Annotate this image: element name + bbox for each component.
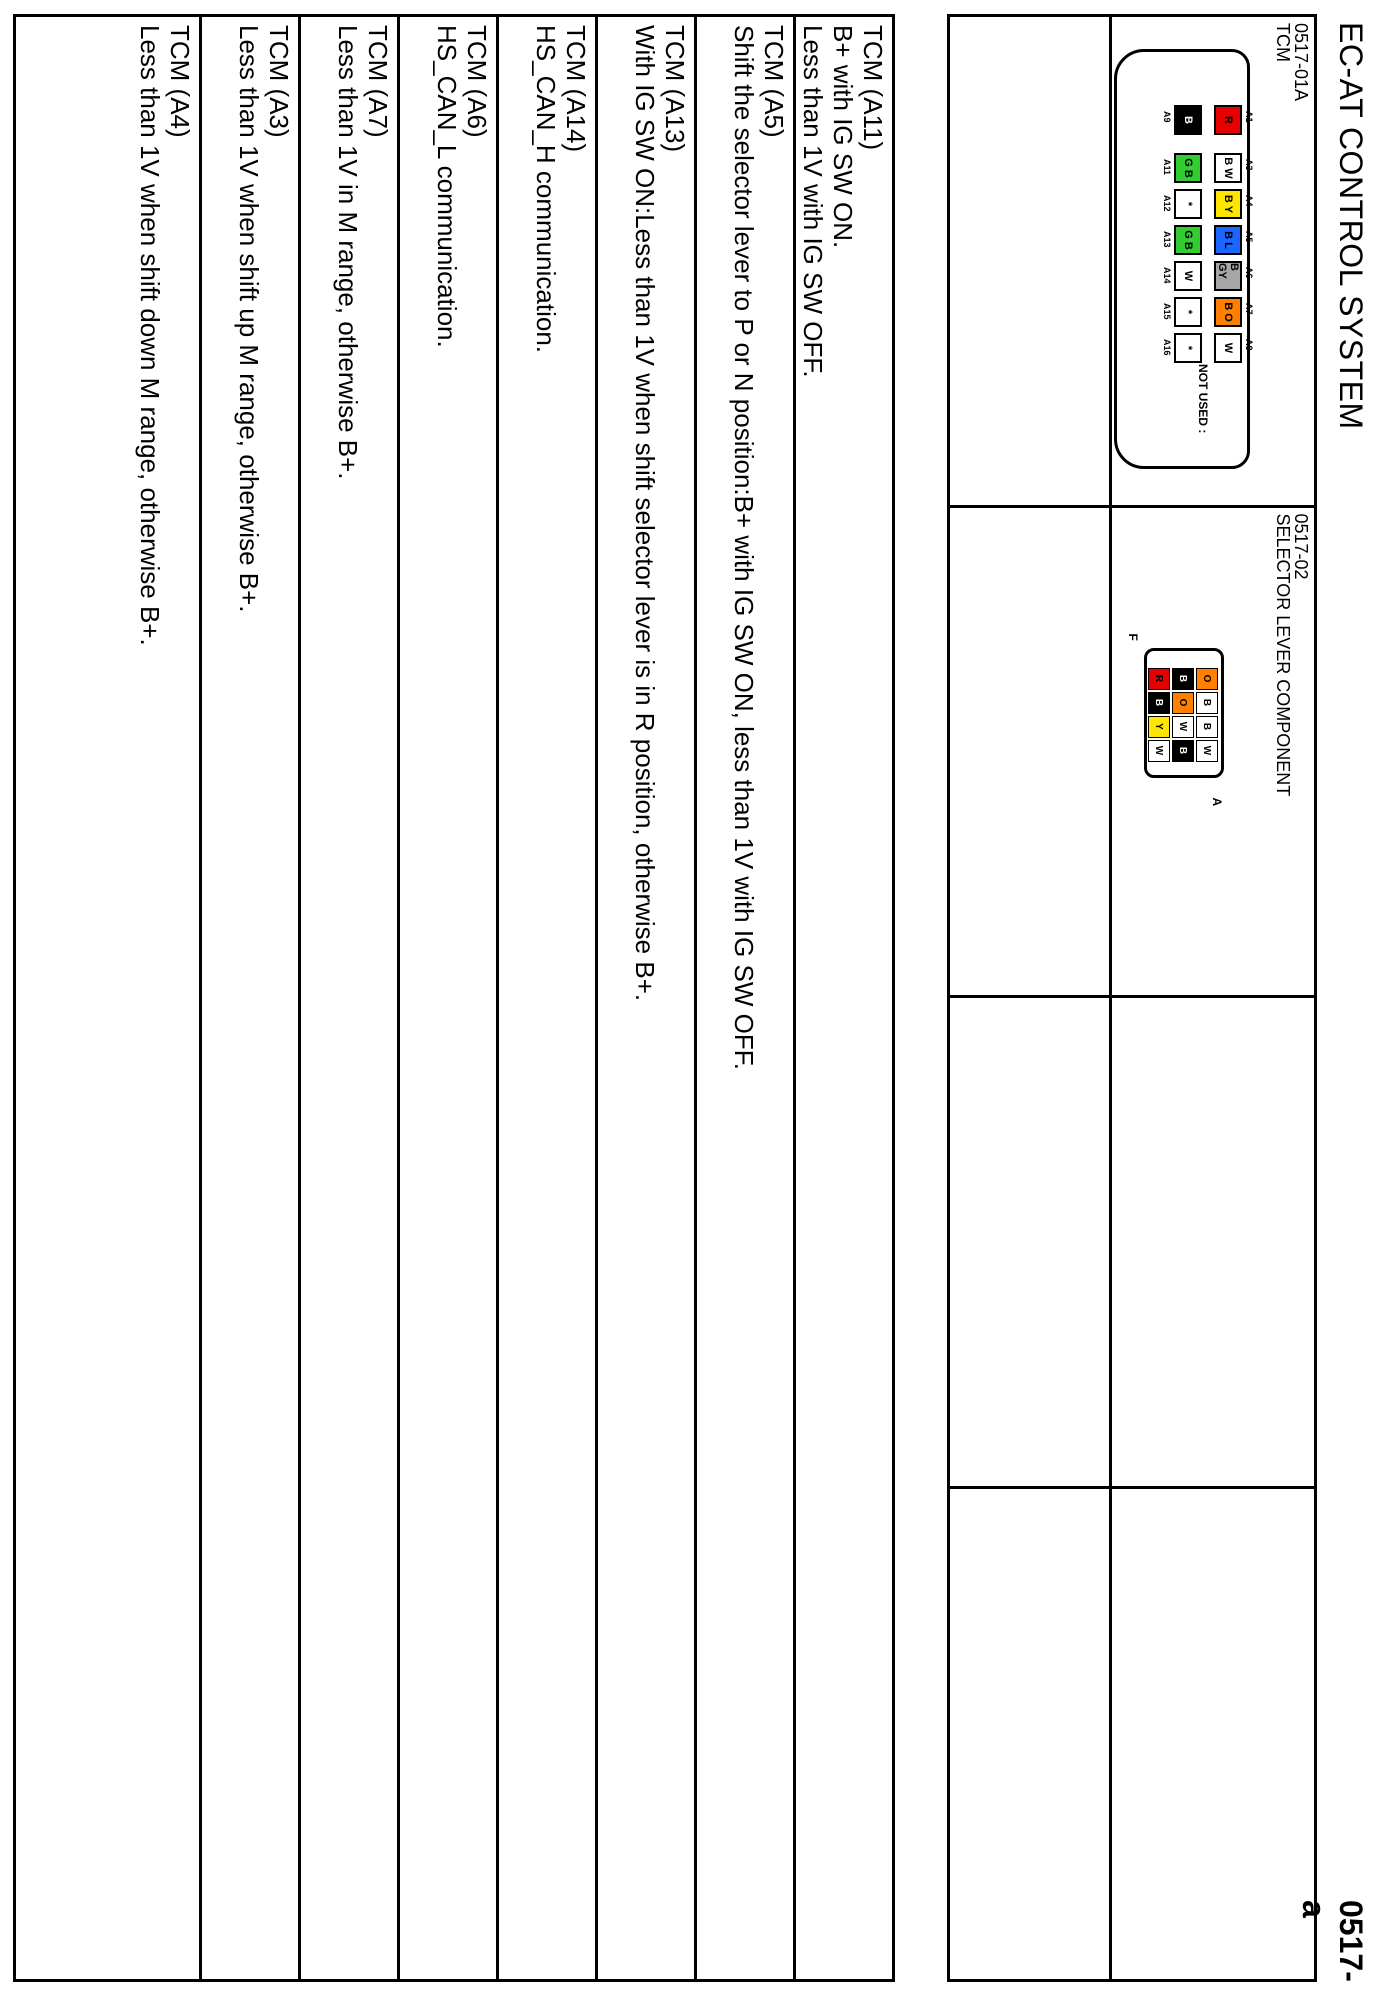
connector-cell-tcm [1109,17,1314,508]
terminal-description: B+ with IG SW ON. [828,25,858,249]
terminal-label: TCM (A11) [858,25,888,151]
connector-cell-empty [950,998,1109,1489]
terminal-label: TCM (A6) [462,25,492,138]
tcm-pin-a1: R [1214,105,1242,135]
tcm-pin-a11: G B [1174,153,1202,183]
connector-name: TCM [1273,23,1293,62]
terminal-label: TCM (A13) [660,25,690,153]
terminal-description: HS_CAN_H communication. [531,25,561,354]
page-title: EC-AT CONTROL SYSTEM [1333,22,1369,430]
selector-pin: B [1196,716,1218,738]
connector-cell-empty [1109,1489,1314,1980]
tcm-pin-label: A1 [1244,111,1254,123]
tcm-pin-label: A8 [1244,339,1254,351]
tcm-pin-a13: G B [1174,225,1202,255]
table-row [100,17,199,1979]
tcm-pin-label: A3 [1244,159,1254,171]
selector-pin: R [1148,668,1170,690]
tcm-pin-label: A13 [1162,231,1172,248]
tcm-connector-diagram [1114,49,1254,469]
connector-cell-empty [950,17,1109,508]
tcm-pin-a5: B L [1214,225,1242,255]
selector-pin: B [1148,692,1170,714]
tcm-pin-a14: W [1174,261,1202,291]
connector-cell-empty [1109,998,1314,1489]
connector-name: SELECTOR LEVER COMPONENT [1273,513,1293,797]
table-row [397,17,496,1979]
tcm-pin-label: A14 [1162,267,1172,284]
selector-pin: W [1148,740,1170,762]
terminal-description: Less than 1V in M range, otherwise B+. [333,25,363,480]
tcm-pin-a12: * [1174,189,1202,219]
tcm-pin-label: A9 [1162,111,1172,123]
terminal-description: HS_CAN_L communication. [432,25,462,348]
selector-pin: B [1196,692,1218,714]
tcm-pin-a8: W [1214,333,1242,363]
tcm-pin-label: A6 [1244,267,1254,279]
terminal-label: TCM (A7) [363,25,393,138]
selector-pin: B [1172,668,1194,690]
selector-pin: B [1172,740,1194,762]
tcm-pin-label: A5 [1244,231,1254,243]
selector-pin: O [1196,668,1218,690]
tcm-pin-label: A4 [1244,195,1254,207]
terminal-description: With IG SW ON:Less than 1V when shift selector lever is in R position, otherwise B+. [630,25,660,1002]
tcm-pin-a7: B O [1214,297,1242,327]
selector-pin: O [1172,692,1194,714]
tcm-pin-label: A15 [1162,303,1172,320]
selector-connector-diagram [1124,633,1224,807]
terminal-description: Less than 1V with IG SW OFF. [798,25,828,378]
connector-cell-selector [1109,508,1314,999]
terminal-description-table [13,14,895,1982]
terminal-label: TCM (A5) [759,25,789,138]
tcm-pin-a4: B Y [1214,189,1242,219]
tcm-pin-label: A7 [1244,303,1254,315]
tcm-pin-label: A11 [1162,159,1172,176]
connector-cell-empty [950,508,1109,999]
table-row [793,17,892,1979]
table-row [694,17,793,1979]
terminal-label: TCM (A14) [561,25,591,153]
selector-pin: Y [1148,716,1170,738]
tcm-pin-label: A12 [1162,195,1172,212]
tcm-pin-a9: B [1174,105,1202,135]
pin-label-a: A [1210,797,1224,807]
terminal-description: Less than 1V when shift down M range, otherwise B+. [135,25,165,646]
selector-pin: W [1172,716,1194,738]
table-row [298,17,397,1979]
pin-label-f: F [1126,633,1140,641]
table-row [595,17,694,1979]
connector-table [947,14,1317,1982]
table-row [199,17,298,1979]
connector-cell-empty [950,1489,1109,1980]
connector-id: 0517-01A [1291,23,1311,102]
not-used-label: NOT USED : [1196,364,1210,434]
terminal-label: TCM (A4) [165,25,195,138]
tcm-pin-a15: * [1174,297,1202,327]
terminal-label: TCM (A3) [264,25,294,138]
connector-id: 0517-02 [1291,513,1311,580]
tcm-pin-a6: B GY [1214,261,1242,291]
page-code: 0517-a [1296,1900,1369,1982]
terminal-description: Shift the selector lever to P or N position:B+ with IG SW ON, less than 1V with IG SW OFF. [729,25,759,1070]
table-row [496,17,595,1979]
tcm-pin-label: A16 [1162,339,1172,356]
tcm-pin-a16: * [1174,333,1202,363]
selector-pin: W [1196,740,1218,762]
terminal-description: Less than 1V when shift up M range, otherwise B+. [234,25,264,613]
tcm-pin-a3: B W [1214,153,1242,183]
